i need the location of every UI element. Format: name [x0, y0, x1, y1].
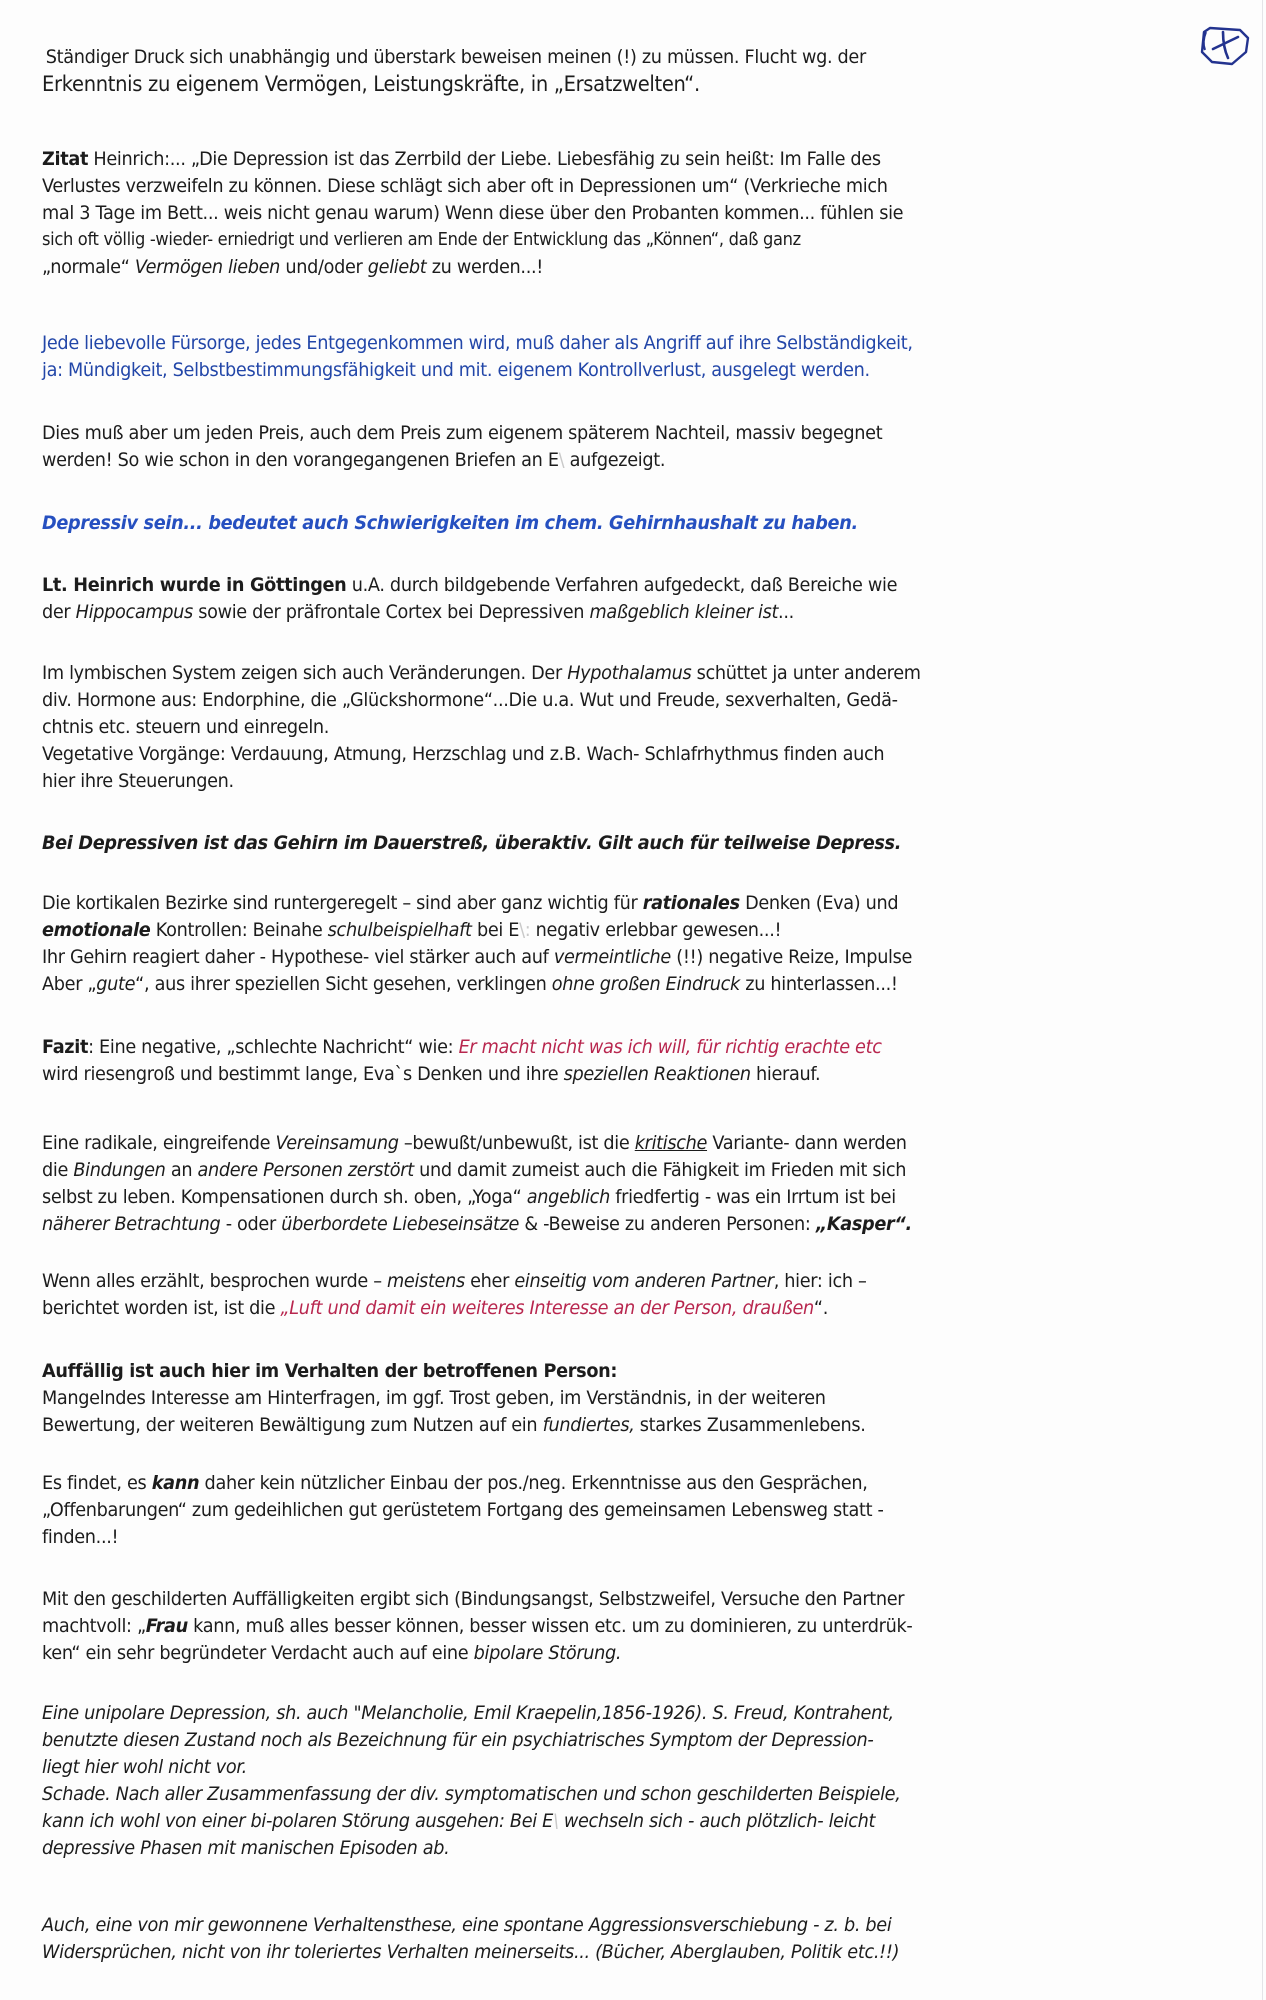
text-line: liegt hier wohl nicht vor.: [42, 1756, 247, 1778]
text-line: Auch, eine von mir gewonnene Verhaltensthese, eine spontane Aggressionsverschiebung - z. b. bei: [42, 1914, 892, 1936]
text-line: berichtet worden ist, ist die „Luft und damit ein weiteres Interesse an der Person, draußen“.: [42, 1297, 829, 1319]
text-line: ken“ ein sehr begründeter Verdacht auch auf eine bipolare Störung.: [42, 1642, 622, 1664]
text-line: Ständiger Druck sich unabhängig und überstark beweisen meinen (!) zu müssen. Flucht wg. der: [45, 46, 866, 68]
text-line: Eine unipolare Depression, sh. auch "Melancholie, Emil Kraepelin,1856-1926). S. Freud, Kontrahent,: [42, 1702, 894, 1724]
text-line: Bewertung, der weiteren Bewältigung zum Nutzen auf ein fundiertes, starkes Zusammenlebens.: [42, 1414, 866, 1436]
text-line: benutzte diesen Zustand noch als Bezeichnung für ein psychiatrisches Symptom der Depression-: [42, 1729, 874, 1751]
zitat-label: Zitat: [42, 148, 89, 170]
paragraph-luft: [42, 1268, 1046, 1322]
text-line: wird riesengroß und bestimmt lange, Eva`s Denken und ihre speziellen Reaktionen hierauf.: [42, 1063, 821, 1085]
text-line: selbst zu leben. Kompensationen durch sh. oben, „Yoga“ angeblich friedfertig - was ein Irrtum ist bei: [42, 1186, 896, 1208]
text-line: näherer Betrachtung - oder überbordete Liebeseinsätze & -Beweise zu anderen Personen: „Kasper“.: [42, 1213, 912, 1235]
paragraph-zitat: [42, 146, 1046, 281]
paragraph-intro: [42, 44, 1046, 98]
text-line: Verlustes verzweifeln zu können. Diese schlägt sich aber oft in Depressionen um“ (Verkrieche mich: [42, 175, 888, 197]
text-line: emotionale Kontrollen: Beinahe schulbeispielhaft bei E\: negativ erlebbar gewesen...!: [42, 919, 782, 941]
paragraph-kortikal: [42, 890, 1046, 998]
text-line: Erkenntnis zu eigenem Vermögen, Leistungskräfte, in „Ersatzwelten“.: [42, 72, 700, 96]
text-line: div. Hormone aus: Endorphine, die „Glückshormone“...Die u.a. Wut und Freude, sexverhalten, Gedä-: [42, 689, 898, 711]
paragraph-aggression: [42, 1912, 1046, 1966]
text-line: Vegetative Vorgänge: Verdauung, Atmung, Herzschlag und z.B. Wach- Schlafrhythmus finden auch: [42, 743, 885, 765]
text-line: Eine radikale, eingreifende Vereinsamung –bewußt/unbewußt, ist die kritische Variante- dann werden: [42, 1132, 907, 1154]
text-line: Jede liebevolle Fürsorge, jedes Entgegenkommen wird, muß daher als Angriff auf ihre Selbständigkeit,: [42, 332, 913, 354]
redacted-name: \: [552, 1810, 564, 1832]
text-line: Schade. Nach aller Zusammenfassung der div. symptomatischen und schon geschilderten Beispiele,: [42, 1783, 901, 1805]
text-line: Aber „gute“, aus ihrer speziellen Sicht gesehen, verklingen ohne großen Eindruck zu hinterlassen...!: [42, 973, 898, 995]
fazit-label: Fazit: [42, 1036, 89, 1058]
paragraph-lymbisch: [42, 660, 1046, 795]
paragraph-preis: [42, 420, 1046, 474]
handwritten-plus-mark-icon: [1196, 22, 1254, 68]
text-line: Bei Depressiven ist das Gehirn im Dauerstreß, überaktiv. Gilt auch für teilweise Depress.: [42, 832, 902, 854]
text-line: finden...!: [42, 1526, 119, 1548]
text-line: sich oft völlig -wieder- erniedrigt und verlieren am Ende der Entwicklung das „Können“, daß ganz: [42, 230, 801, 250]
text-line: ja: Mündigkeit, Selbstbestimmungsfähigkeit und mit. eigenem Kontrollverlust, ausgelegt werden.: [42, 359, 870, 381]
text-line: kann ich wohl von einer bi-polaren Störung ausgehen: Bei E\ wechseln sich - auch plötzlich- leicht: [42, 1810, 876, 1832]
text-line: die Bindungen an andere Personen zerstört und damit zumeist auch die Fähigkeit im Frieden mit sich: [42, 1159, 907, 1181]
text-line: Depressiv sein... bedeutet auch Schwierigkeiten im chem. Gehirnhaushalt zu haben.: [42, 512, 858, 534]
paragraph-bipolar-verdacht: [42, 1586, 1046, 1667]
text-line: Widersprüchen, nicht von ihr toleriertes Verhalten meinerseits... (Bücher, Aberglauben, Politik etc.!!): [42, 1941, 900, 1963]
text-line: Die kortikalen Bezirke sind runtergeregelt – sind aber ganz wichtig für rationales Denken (Eva) und: [42, 892, 899, 914]
heading-depressiv: [42, 510, 1046, 537]
redacted-name: \: [558, 449, 570, 471]
paragraph-blue-statement: [42, 330, 1046, 384]
text-line: machtvoll: „Frau kann, muß alles besser können, besser wissen etc. um zu dominieren, zu unterdrük-: [42, 1615, 913, 1637]
paragraph-es-findet: [42, 1470, 1046, 1551]
text-line: „normale“ Vermögen lieben und/oder geliebt zu werden...!: [42, 256, 544, 278]
text-line: werden! So wie schon in den vorangegangenen Briefen an E\ aufgezeigt.: [42, 449, 666, 471]
text-line: chtnis etc. steuern und einregeln.: [42, 716, 330, 738]
paragraph-goettingen: [42, 572, 1046, 626]
scan-edge: [1262, 0, 1263, 2000]
paragraph-auffaellig: [42, 1358, 1046, 1439]
text-line: Es findet, es kann daher kein nützlicher Einbau der pos./neg. Erkenntnisse aus den Gesprächen,: [42, 1472, 868, 1494]
text-line: Dies muß aber um jeden Preis, auch dem Preis zum eigenem späterem Nachteil, massiv begegnet: [42, 422, 883, 444]
text-line: Fazit: Eine negative, „schlechte Nachricht“ wie: Er macht nicht was ich will, für richtig erachte etc: [42, 1036, 882, 1058]
text-line: hier ihre Steuerungen.: [42, 770, 234, 792]
redacted-name: \:: [519, 919, 536, 941]
text-line: depressive Phasen mit manischen Episoden ab.: [42, 1837, 450, 1859]
text-line: Mit den geschilderten Auffälligkeiten ergibt sich (Bindungsangst, Selbstzweifel, Versuche den Partner: [42, 1588, 905, 1610]
section-heading: Auffällig ist auch hier im Verhalten der betroffenen Person:: [42, 1360, 618, 1382]
paragraph-unipolar: [42, 1700, 1046, 1862]
paragraph-vereinsamung: [42, 1130, 1046, 1238]
text-line: Ihr Gehirn reagiert daher - Hypothese- viel stärker auch auf vermeintliche (!!) negative Reize, Impulse: [42, 946, 913, 968]
text-line: Im lymbischen System zeigen sich auch Veränderungen. Der Hypothalamus schüttet ja unter anderem: [42, 662, 921, 684]
text-line: mal 3 Tage im Bett... weis nicht genau warum) Wenn diese über den Probanten kommen... fühlen sie: [42, 202, 904, 224]
text-line: Lt. Heinrich wurde in Göttingen u.A. durch bildgebende Verfahren aufgedeckt, daß Bereiche wie: [42, 574, 898, 596]
text-line: der Hippocampus sowie der präfrontale Cortex bei Depressiven maßgeblich kleiner ist...: [42, 601, 794, 623]
text-line: Zitat Heinrich:... „Die Depression ist das Zerrbild der Liebe. Liebesfähig zu sein heißt: Im Falle des: [42, 148, 881, 170]
heading-dauerstress: [42, 830, 1046, 857]
text-line: „Offenbarungen“ zum gedeihlichen gut gerüstetem Fortgang des gemeinsamen Lebensweg statt -: [42, 1499, 884, 1521]
text-line: Mangelndes Interesse am Hinterfragen, im ggf. Trost geben, im Verständnis, in der weiteren: [42, 1387, 826, 1409]
text-line: Wenn alles erzählt, besprochen wurde – meistens eher einseitig vom anderen Partner, hier: ich –: [42, 1270, 867, 1292]
paragraph-fazit: [42, 1034, 1046, 1088]
